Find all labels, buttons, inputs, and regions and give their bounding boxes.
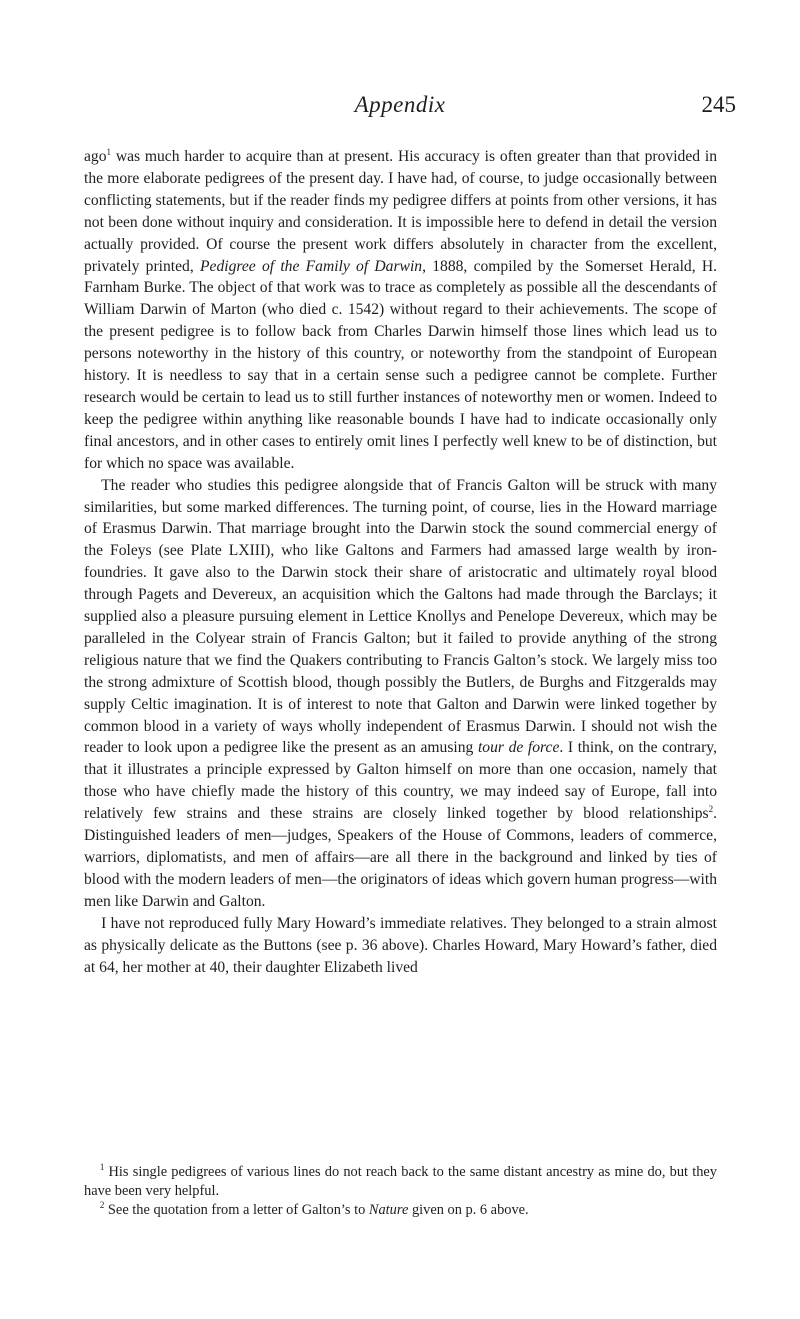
footnote-1-mark: 1: [99, 1162, 105, 1173]
paragraph-1-text-b: was much harder to acquire than at present. His accuracy is often greater than that provided in the more elaborate pedigrees of the present day. I have had, of course, to judge occasionally between conflicting statements, but if the reader finds my pedigree differs at points from other versions, it has not been done without inquiry and consideration. It is impossible here to defend in detail the version actually provided. Of course the present work differs absolutely in character from the excellent, privately printed,: [84, 148, 717, 275]
footnote-2-text-b: given on p. 6 above.: [408, 1202, 529, 1218]
nature-journal-title: Nature: [368, 1202, 409, 1218]
footnote-ref-2: 2: [708, 804, 714, 814]
paragraph-2: [84, 475, 717, 913]
tour-de-force-phrase: tour de force: [477, 739, 560, 757]
paragraph-2-text-a: The reader who studies this pedigree alongside that of Francis Galton will be struck with many similarities, but some marked differences. The turning point, of course, lies in the Howard marriage of Erasmus Darwin. That marriage brought into the Darwin stock the sound commercial energy of the Foleys (see Plate LXIII), who like Galtons and Farmers had amassed large wealth by iron-foundries. It gave also to the Darwin stock their share of aristocratic and ultimately royal blood through Pagets and Devereux, an acquisition which the Galtons had made through the Barclays; it supplied also a pleasure pursuing element in Lettice Knollys and Penelope Devereux, which may be paralleled in the Colyear strain of Francis Galton; but it failed to provide anything of the strong religious nature that we find the Quakers contributing to Francis Galton’s stock. We largely miss too the strong admixture of Scottish blood, though possibly the Butlers, de Burghs and Fitzgeralds may supply Celtic imagination. It is of interest to note that Galton and Darwin were linked together by common blood in a variety of ways wholly independent of Erasmus Darwin. I should not wish the reader to look upon a pedigree like the present as an amusing: [84, 476, 717, 757]
footnote-2: [84, 1201, 717, 1220]
footnotes: [84, 1163, 717, 1220]
footnote-2-mark: 2: [99, 1200, 105, 1211]
footnote-1-text: His single pedigrees of various lines do not reach back to the same distant ancestry as mine do, but they have been very helpful.: [84, 1164, 717, 1199]
footnote-ref-1: 1: [106, 146, 112, 157]
running-title: Appendix: [354, 92, 446, 117]
paragraph-2-text-c: . Distinguished leaders of men—judges, Speakers of the House of Commons, leaders of commerce, warriors, diplomatists, and men of affairs—are all there in the background and linked by ties of blood with the modern leaders of men—the originators of ideas which govern human progress—with men like Darwin and Galton.: [84, 805, 717, 910]
paragraph-1-text-c: , 1888, compiled by the Somerset Herald, H. Farnham Burke. The object of that work was to trace as completely as possible all the descendants of William Darwin of Marton (who died c. 1542) without regard to their achievements. The scope of the present pedigree is to follow back from Charles Darwin himself those lines which lead us to persons noteworthy in the history of this country, or noteworthy from the standpoint of European history. It is needless to say that in a certain sense such a pedigree cannot be complete. Further research would be certain to lead us to still further instances of noteworthy men or women. Indeed to keep the pedigree within anything like reasonable bounds I have had to indicate occasionally only final ancestors, and in other cases to entirely omit lines I perfectly well knew to be of distinction, but for which no space was available.: [84, 257, 718, 472]
footnote-1: [84, 1163, 717, 1201]
pedigree-title: Pedigree of the Family of Darwin: [200, 257, 423, 275]
paragraph-3: I have not reproduced fully Mary Howard’s immediate relatives. They belonged to a strain almost as physically delicate as the Buttons (see p. 36 above). Charles Howard, Mary Howard’s father, died at 64, her mother at 40, their daughter Elizabeth lived: [84, 914, 717, 976]
paragraph-1: [84, 146, 717, 475]
page-header: [0, 92, 800, 126]
paragraph-2-text-b: . I think, on the contrary, that it illustrates a principle expressed by Galton himself on more than one occasion, namely that those who have chiefly made the history of this country, we may indeed say of Europe, fall into relatively few strains and these strains are closely linked together by blood relationships: [84, 739, 717, 823]
body-text: [84, 146, 717, 978]
footnote-2-text-a: See the quotation from a letter of Galton’s to: [104, 1202, 369, 1218]
paragraph-1-text-a: ago: [84, 148, 107, 165]
page-number: 245: [701, 92, 736, 117]
